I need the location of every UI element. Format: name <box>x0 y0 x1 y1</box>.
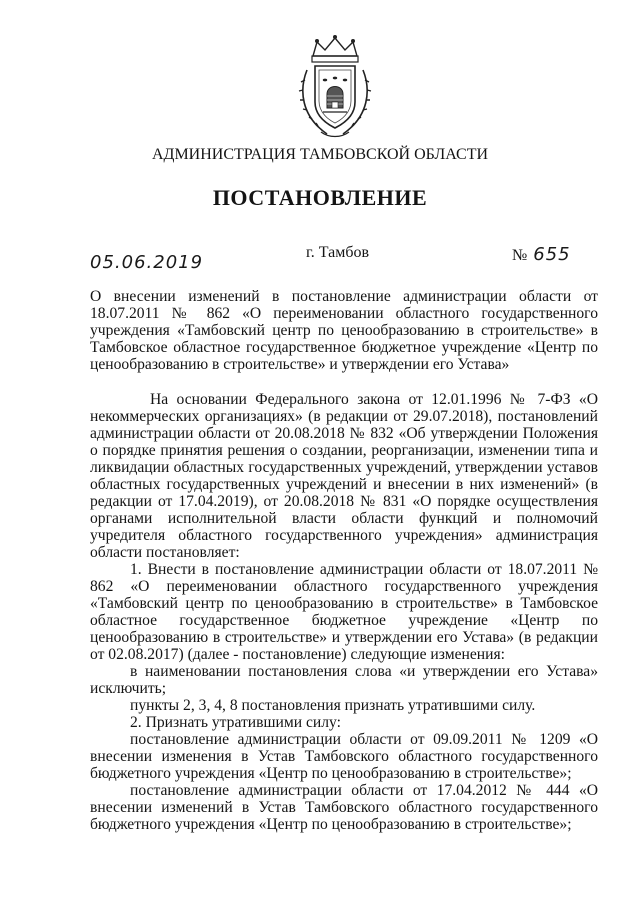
item-2a-paragraph: постановление администрации области от 09.09.2011 № 1209 «О внесении изменения в Устав Тамбовского областного государственного бюджетного учреждения «Центр по ценообразованию в строительстве»; <box>90 731 598 782</box>
document-subject: О внесении изменений в постановление администрации области от 18.07.2011 № 862 «О переименовании областного государственного учреждения «Тамбовский центр по ценообразованию в строительстве» в Тамбовское областное государственное бюджетное учреждение «Центр по ценообразованию в строительстве» и утверждении его Устава» <box>90 288 598 373</box>
item-2-paragraph: 2. Признать утратившими силу: <box>130 714 341 731</box>
coat-of-arms-icon <box>297 34 373 140</box>
organization-name: АДМИНИСТРАЦИЯ ТАМБОВСКОЙ ОБЛАСТИ <box>151 146 489 163</box>
item-1-paragraph: 1. Внести в постановление администрации области от 18.07.2011 № 862 «О переименовании областного государственного учреждения «Тамбовский центр по ценообразованию в строительстве» в Тамбовское областное государственное бюджетное учреждение «Центр по ценообразованию в строительстве» и утверждении его Устава» (в редакции от 02.08.2017) (далее - постановление) следующие изменения: <box>90 561 598 663</box>
item-1a-paragraph: в наименовании постановления слова «и утверждении его Устава» исключить; <box>90 663 598 697</box>
city-name: г. Тамбов <box>306 244 370 261</box>
handwritten-date: 05.06.2019 <box>90 252 204 273</box>
item-2b-paragraph: постановление администрации области от 17.04.2012 № 444 «О внесении изменений в Устав Тамбовского областного государственного бюджетного учреждения «Центр по ценообразованию в строительстве»; <box>90 782 598 833</box>
handwritten-number: 655 <box>533 244 571 265</box>
item-1b-paragraph: пункты 2, 3, 4, 8 постановления признать утратившими силу. <box>130 697 536 714</box>
document-body <box>90 288 598 833</box>
preamble-paragraph: На основании Федерального закона от 12.01.1996 № 7-ФЗ «О некоммерческих организациях» (в редакции от 29.07.2018), постановлений администрации области от 20.08.2018 № 832 «Об утверждении Положения о порядке принятия решения о создании, реорганизации, изменении типа и ликвидации областных государственных учреждений, утверждении уставов областных государственных учреждений и внесении в них изменений» (в редакции от 17.04.2019), от 20.08.2018 № 831 «О порядке осуществления органами исполнительной власти области функций и полномочий учредителя областного государственного учреждения» администрация области постановляет: <box>90 391 598 561</box>
document-number <box>512 244 571 265</box>
number-label: № <box>512 247 528 264</box>
document-type-title: ПОСТАНОВЛЕНИЕ <box>212 185 428 210</box>
